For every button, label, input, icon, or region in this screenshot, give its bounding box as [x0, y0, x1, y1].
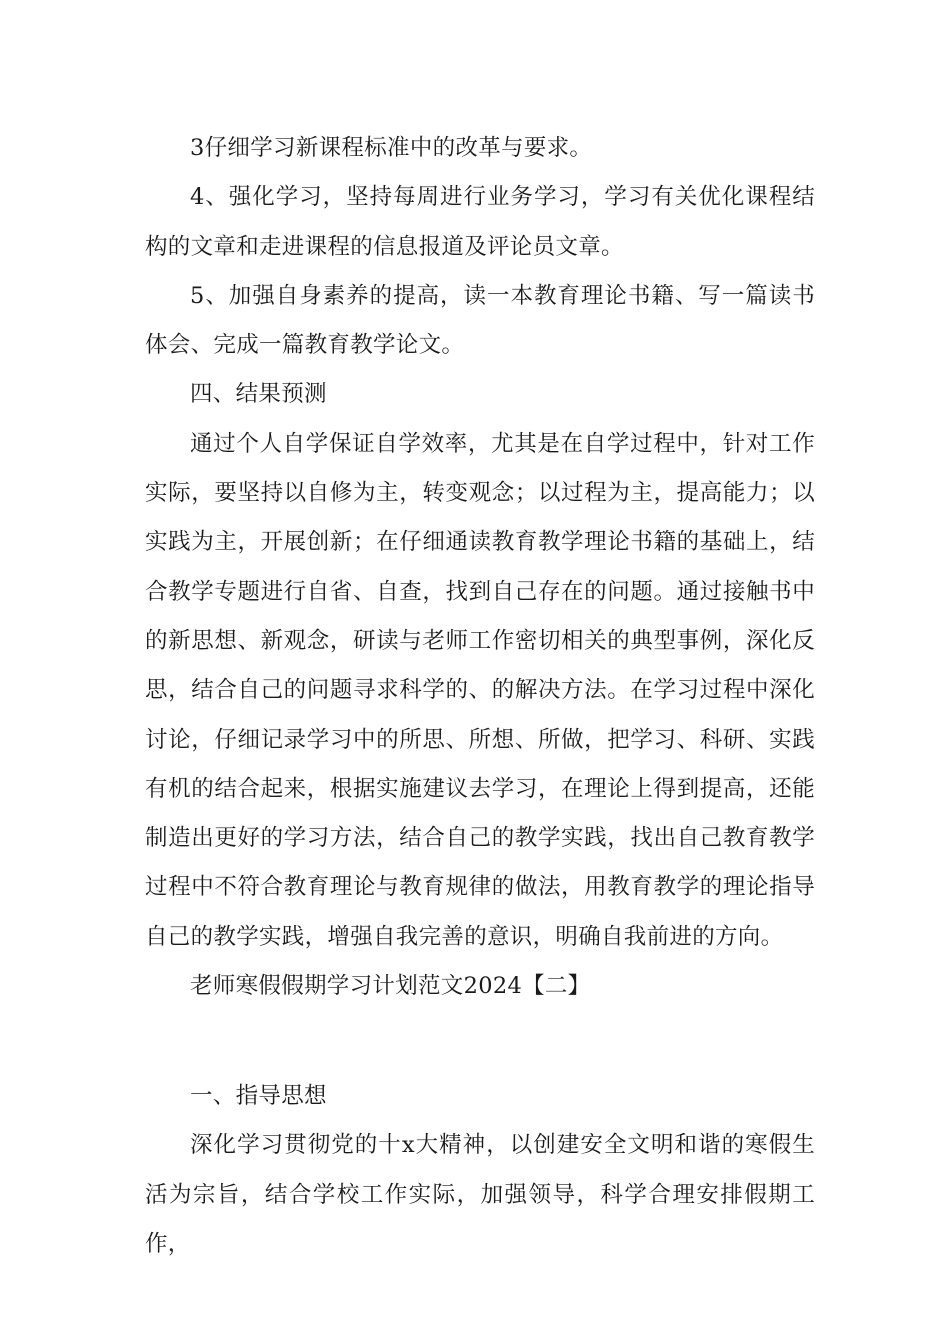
section-title-2: 老师寒假假期学习计划范文2024【二】 [190, 973, 591, 1000]
paragraph-item-3: 3仔细学习新课程标准中的改革与要求。 [190, 135, 593, 161]
paragraph-guiding: 深化学习贯彻党的十x大精神，以创建安全文明和谐的寒假生活为宗旨，结合学校工作实际，加强领导，科学合理安排假期工作， [145, 1132, 815, 1257]
document-body-2 [145, 1072, 815, 1269]
heading-guiding: 一、指导思想 [190, 1083, 327, 1109]
paragraph-item-5: 5、加强自身素养的提高，读一本教育理论书籍、写一篇读书体会、完成一篇教育教学论文。 [145, 282, 815, 359]
paragraph-item-4: 4、强化学习，坚持每周进行业务学习，学习有关优化课程结构的文章和走进课程的信息报道及评论员文章。 [145, 184, 815, 260]
document-body [145, 124, 815, 1011]
paragraph-results: 通过个人自学保证自学效率，尤其是在自学过程中，针对工作实际，要坚持以自修为主，转变观念；以过程为主，提高能力；以实践为主，开展创新；在仔细通读教育教学理论书籍的基础上，结合教学专题进行自省、自查，找到自己存在的问题。通过接触书中的新思想、新观念，研读与老师工作密切相关的典型事例，深化反思，结合自己的问题寻求科学的、的解决方法。在学习过程中深化讨论，仔细记录学习中的所思、所想、所做，把学习、科研、实践有机的结合起来，根据实施建议去学习，在理论上得到提高，还能制造出更好的学习方法，结合自己的教学实践，找出自己教育教学过程中不符合教育理论与教育规律的做法，用教育教学的理论指导自己的教学实践，增强自我完善的意识，明确自我前进的方向。 [145, 430, 815, 950]
heading-results: 四、结果预测 [190, 381, 327, 408]
